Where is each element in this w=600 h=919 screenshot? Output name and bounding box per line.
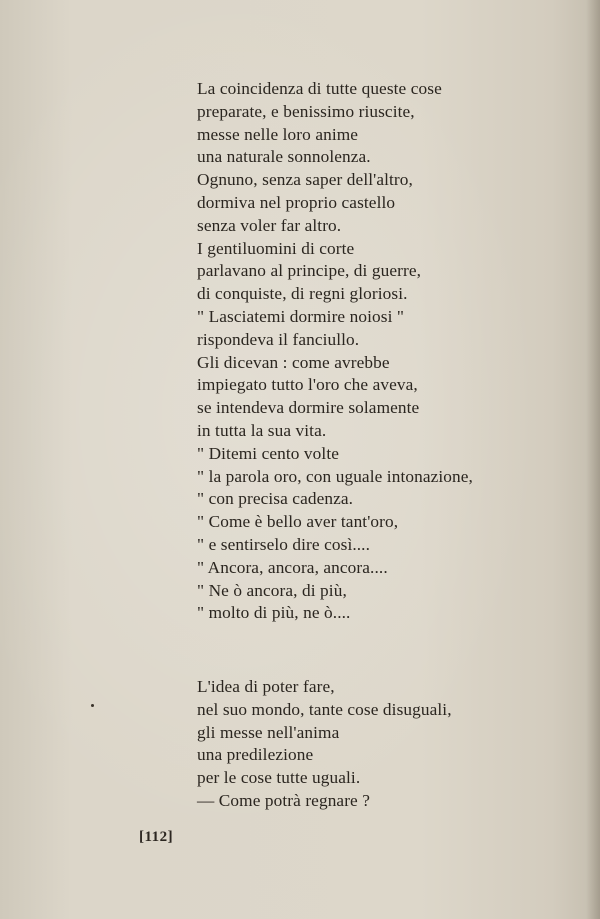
- poem-line: " la parola oro, con uguale intonazione,: [197, 466, 473, 486]
- poem-line: " e sentirselo dire così....: [197, 534, 371, 554]
- poem-line: " con precisa cadenza.: [197, 489, 354, 509]
- poem-line: in tutta la sua vita.: [197, 420, 327, 440]
- poem-line: preparate, e benissimo riuscite,: [197, 101, 415, 121]
- poem-line: I gentiluomini di corte: [197, 238, 355, 258]
- poem-line: una predilezione: [197, 745, 314, 765]
- poem-line: Ognuno, senza saper dell'altro,: [197, 170, 413, 190]
- poem-line: " Ditemi cento volte: [197, 443, 339, 463]
- poem-line: una naturale sonnolenza.: [197, 147, 371, 167]
- poem-line: L'idea di poter fare,: [197, 677, 335, 696]
- poem-line: — Come potrà regnare ?: [197, 790, 371, 810]
- poem-stanza-2: [197, 676, 452, 813]
- poem-line: " Ne ò ancora, di più,: [197, 580, 347, 600]
- poem-line: impiegato tutto l'oro che aveva,: [197, 375, 418, 395]
- poem-line: La coincidenza di tutte queste cose: [197, 79, 442, 98]
- poem-line: parlavano al principe, di guerre,: [197, 261, 422, 281]
- page-spine-shadow: [586, 0, 600, 919]
- poem-line: di conquiste, di regni gloriosi.: [197, 284, 408, 304]
- paper-speck: [91, 704, 94, 707]
- poem-line: se intendeva dormire solamente: [197, 398, 420, 418]
- poem-line: " Ancora, ancora, ancora....: [197, 557, 388, 577]
- page-number: [112]: [139, 829, 174, 845]
- poem-line: nel suo mondo, tante cose disuguali,: [197, 699, 452, 719]
- poem-line: senza voler far altro.: [197, 215, 342, 235]
- poem-line: Gli dicevan : come avrebbe: [197, 352, 390, 372]
- poem-line: " Lasciatemi dormire noiosi ": [197, 306, 405, 326]
- poem-line: " Come è bello aver tant'oro,: [197, 512, 399, 532]
- poem-line: " molto di più, ne ò....: [197, 603, 351, 623]
- poem-stanza-1: [197, 78, 473, 625]
- poem-line: rispondeva il fanciullo.: [197, 329, 360, 349]
- poem-line: messe nelle loro anime: [197, 124, 359, 144]
- poem-line: per le cose tutte uguali.: [197, 768, 361, 788]
- poem-line: gli messe nell'anima: [197, 722, 340, 742]
- poem-line: dormiva nel proprio castello: [197, 192, 396, 212]
